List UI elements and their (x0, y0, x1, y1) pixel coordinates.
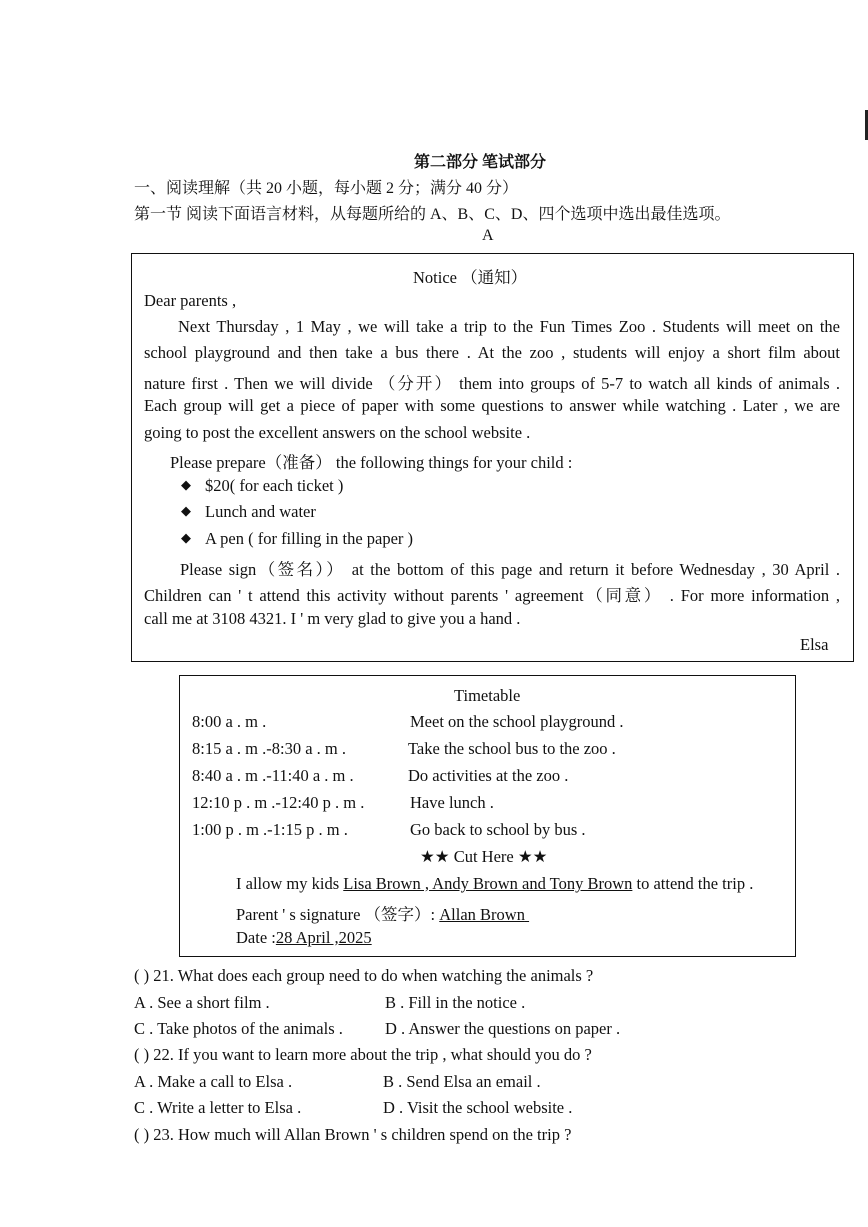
notice-p1-line: going to post the excellent answers on the school website . (144, 423, 531, 442)
permission-line (236, 874, 753, 894)
notice-p2-line: Children can ' t attend this activity without parents ' agreement（同意） . For more information , (144, 586, 840, 605)
date-line (236, 928, 372, 948)
question-21: ( ) 21. What does each group need to do when watching the animals ? (134, 966, 594, 985)
prepare-item: $20( for each ticket ) (205, 476, 344, 495)
timetable-activity: Do activities at the zoo . (408, 766, 569, 785)
permission-kids-names: Lisa Brown , Andy Brown and Tony Brown (343, 874, 633, 893)
question-23: ( ) 23. How much will Allan Brown ' s children spend on the trip ? (134, 1125, 572, 1144)
question-22-option-b: B . Send Elsa an email . (383, 1072, 541, 1091)
notice-p2-line: Please sign（签名）） at the bottom of this page and return it before Wednesday , 30 April . (180, 560, 840, 579)
timetable-time: 8:15 a . m .-8:30 a . m . (192, 739, 346, 758)
timetable-time: 12:10 p . m .-12:40 p . m . (192, 793, 365, 812)
question-22-option-d: D . Visit the school website . (383, 1098, 573, 1117)
permission-suffix: to attend the trip . (632, 874, 754, 893)
question-21-option-d: D . Answer the questions on paper . (385, 1019, 621, 1038)
parent-signature-line (236, 901, 529, 925)
passage-letter: A (482, 227, 494, 244)
section-title: 一、阅读理解（共 20 小题，每小题 2 分；满分 40 分） (134, 180, 519, 197)
question-22-option-a: A . Make a call to Elsa . (134, 1072, 293, 1091)
notice-greeting: Dear parents , (144, 291, 237, 310)
notice-p1-line: school playground and then take a bus there . At the zoo , students will enjoy a short film about (144, 343, 840, 362)
timetable-title: Timetable (454, 686, 521, 705)
notice-title: Notice （通知） (413, 268, 528, 287)
cut-here-line: ★★ Cut Here ★★ (420, 847, 548, 866)
bullet-diamond-icon: ◆ (181, 503, 191, 518)
part-title: 第二部分 笔试部分 (414, 154, 547, 171)
timetable-time: 1:00 p . m .-1:15 p . m . (192, 820, 348, 839)
bullet-diamond-icon: ◆ (181, 530, 191, 545)
question-21-option-a: A . See a short film . (134, 993, 270, 1012)
notice-prepare-line: Please prepare（准备） the following things for your child : (170, 453, 573, 472)
question-21-option-c: C . Take photos of the animals . (134, 1019, 343, 1038)
notice-signature: Elsa (800, 635, 829, 654)
prepare-item: Lunch and water (205, 502, 316, 521)
timetable-activity: Have lunch . (410, 793, 494, 812)
question-21-option-b: B . Fill in the notice . (385, 993, 526, 1012)
timetable-activity: Go back to school by bus . (410, 820, 586, 839)
permission-prefix: I allow my kids (236, 874, 344, 893)
timetable-activity: Meet on the school playground . (410, 712, 624, 731)
signature-label: Parent ' s signature （签字）: (236, 905, 440, 924)
question-22-option-c: C . Write a letter to Elsa . (134, 1098, 302, 1117)
notice-p1-line: nature first . Then we will divide （分开） them into groups of 5-7 to watch all kinds of animals . (144, 374, 840, 393)
timetable-time: 8:40 a . m .-11:40 a . m . (192, 766, 354, 785)
date-label: Date : (236, 928, 276, 947)
notice-p1-line: Each group will get a piece of paper with some questions to answer while watching . Later , we are (144, 396, 840, 415)
question-22: ( ) 22. If you want to learn more about the trip , what should you do ? (134, 1045, 592, 1064)
signature-value: Allan Brown (439, 905, 525, 924)
bullet-diamond-icon: ◆ (181, 477, 191, 492)
notice-p1-line: Next Thursday , 1 May , we will take a trip to the Fun Times Zoo . Students will meet on the (178, 317, 840, 336)
subsection-instruction: 第一节 阅读下面语言材料，从每题所给的 A、B、C、D、四个选项中选出最佳选项。 (134, 206, 731, 223)
prepare-item: A pen ( for filling in the paper ) (205, 529, 414, 548)
timetable-time: 8:00 a . m . (192, 712, 267, 731)
timetable-activity: Take the school bus to the zoo . (408, 739, 616, 758)
date-value: 28 April ,2025 (275, 928, 372, 947)
notice-p2-line: call me at 3108 4321. I ' m very glad to give you a hand . (144, 609, 521, 628)
